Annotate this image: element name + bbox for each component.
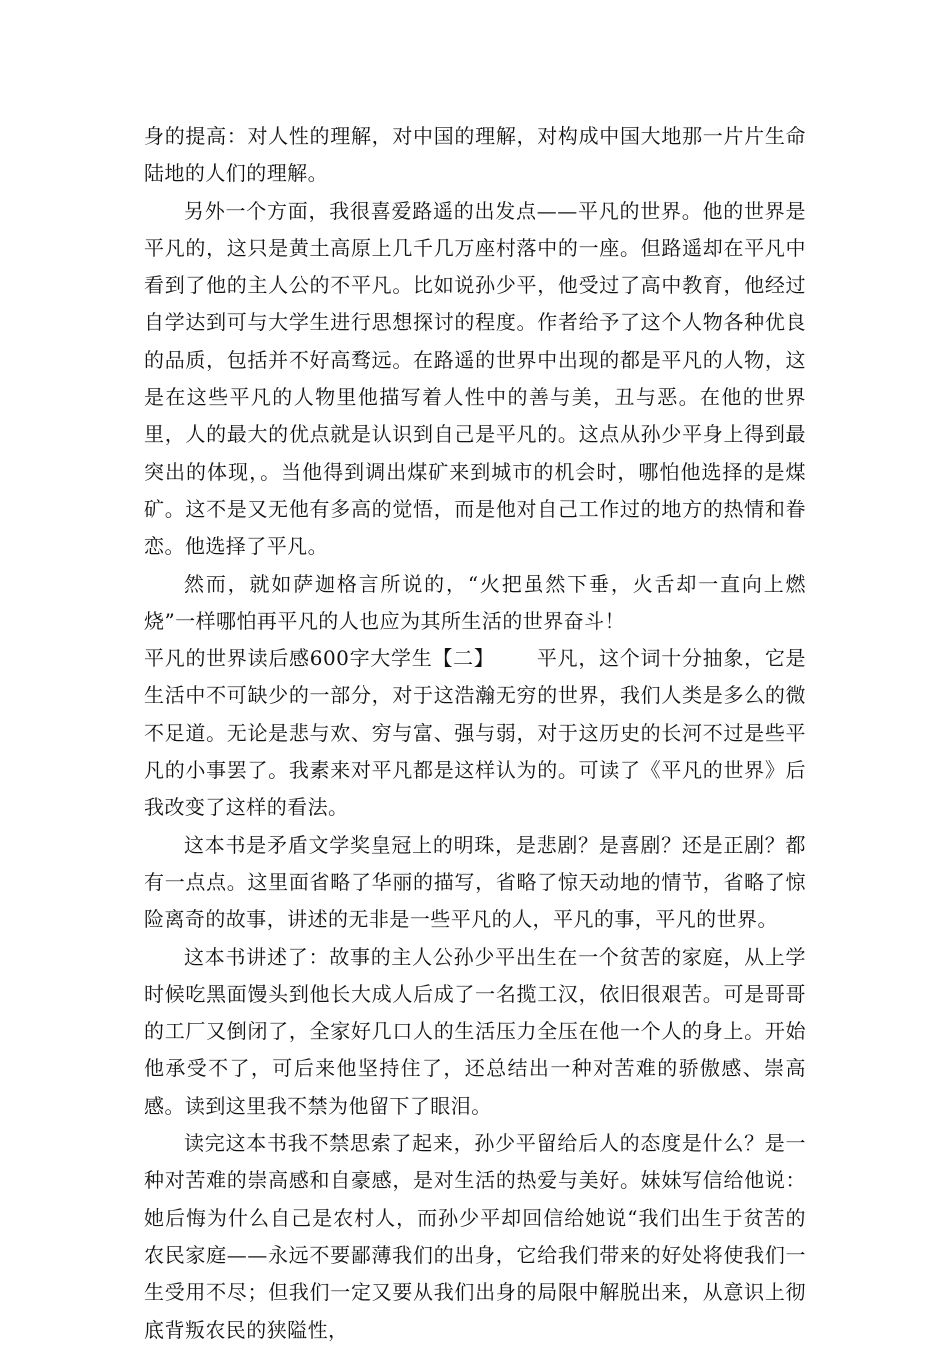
section-heading: 平凡的世界读后感600字大学生【二】 xyxy=(144,646,495,671)
paragraph-book-jewel: 这本书是矛盾文学奖皇冠上的明珠，是悲剧？是喜剧？还是正剧？都有一点点。这里面省略了华丽的描写，省略了惊天动地的情节，省略了惊险离奇的故事，讲述的无非是一些平凡的人，平凡的事，平凡的世界。 xyxy=(144,832,806,932)
paragraph-sakya-proverb: 然而，就如萨迦格言所说的，“火把虽然下垂，火舌却一直向上燃烧”一样哪怕再平凡的人也应为其所生活的世界奋斗！ xyxy=(144,571,806,633)
paragraph-reflection: 读完这本书我不禁思索了起来，孙少平留给后人的态度是什么？是一种对苦难的崇高感和自豪感，是对生活的热爱与美好。妹妹写信给他说：她后悔为什么自己是农村人，而孙少平却回信给她说“我们出生于贫苦的农民家庭——永远不要鄙薄我们的出身，它给我们带来的好处将使我们一生受用不尽；但我们一定又要从我们出身的局限中解脱出来，从意识上彻底背叛农民的狭隘性， xyxy=(144,1131,806,1342)
document-body xyxy=(144,118,806,1349)
paragraph-continuation: 身的提高：对人性的理解，对中国的理解，对构成中国大地那一片片生命陆地的人们的理解。 xyxy=(144,124,806,186)
paragraph-ordinary-world: 另外一个方面，我很喜爱路遥的出发点——平凡的世界。他的世界是平凡的，这只是黄土高原上几千几万座村落中的一座。但路遥却在平凡中看到了他的主人公的不平凡。比如说孙少平，他受过了高中教育，他经过自学达到可与大学生进行思想探讨的程度。作者给予了这个人物各种优良的品质，包括并不好高骛远。在路遥的世界中出现的都是平凡的人物，这是在这些平凡的人物里他描写着人性中的善与美，丑与恶。在他的世界里，人的最大的优点就是认识到自己是平凡的。这点从孙少平身上得到最突出的体现，。当他得到调出煤矿来到城市的机会时，哪怕他选择的是煤矿。这不是又无他有多高的觉悟，而是他对自己工作过的地方的热情和眷恋。他选择了平凡。 xyxy=(144,198,806,559)
section-two-text: 平凡，这个词十分抽象，它是生活中不可缺少的一部分，对于这浩瀚无穷的世界，我们人类是多么的微不足道。无论是悲与欢、穷与富、强与弱，对于这历史的长河不过是些平凡的小事罢了。我素来对平凡都是这样认为的。可读了《平凡的世界》后我改变了这样的看法。 xyxy=(144,646,806,820)
paragraph-section-two xyxy=(144,640,806,826)
paragraph-story-summary: 这本书讲述了：故事的主人公孙少平出生在一个贫苦的家庭，从上学时候吃黑面馒头到他长大成人后成了一名揽工汉，依旧很艰苦。可是哥哥的工厂又倒闭了，全家好几口人的生活压力全压在他一个人的身上。开始他承受不了，可后来他坚持住了，还总结出一种对苦难的骄傲感、崇高感。读到这里我不禁为他留下了眼泪。 xyxy=(144,944,806,1118)
